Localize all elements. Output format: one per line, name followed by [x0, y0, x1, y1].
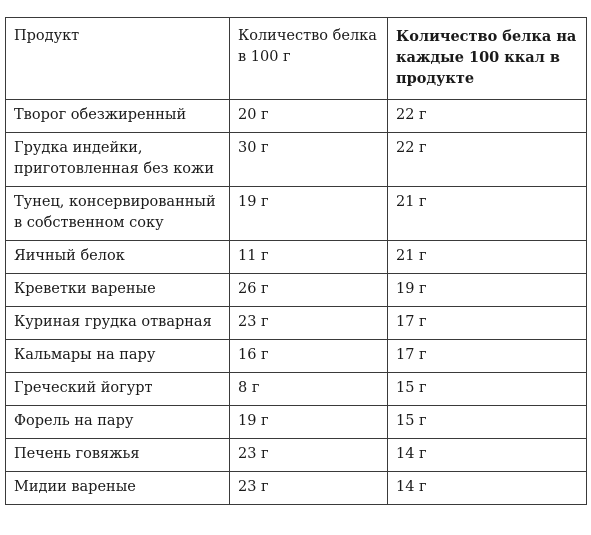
table-row [6, 439, 587, 472]
header-product: Продукт [6, 18, 230, 100]
table-row [6, 340, 587, 373]
cell-protein-per-100kcal: 14 г [388, 439, 587, 472]
header-protein-per-100kcal: Количество белка на каждые 100 ккал в продукте [388, 18, 587, 100]
cell-protein-per-100g: 11 г [230, 241, 388, 274]
cell-protein-per-100kcal: 17 г [388, 307, 587, 340]
cell-product: Творог обезжиренный [6, 100, 230, 133]
cell-protein-per-100g: 23 г [230, 439, 388, 472]
protein-table [5, 17, 587, 505]
cell-product: Греческий йогурт [6, 373, 230, 406]
cell-protein-per-100kcal: 17 г [388, 340, 587, 373]
cell-protein-per-100kcal: 22 г [388, 133, 587, 187]
cell-protein-per-100kcal: 15 г [388, 373, 587, 406]
header-protein-per-100g: Количество белка в 100 г [230, 18, 388, 100]
cell-protein-per-100g: 20 г [230, 100, 388, 133]
cell-product: Куриная грудка отварная [6, 307, 230, 340]
cell-protein-per-100kcal: 15 г [388, 406, 587, 439]
cell-protein-per-100kcal: 21 г [388, 187, 587, 241]
table-row [6, 274, 587, 307]
cell-protein-per-100g: 26 г [230, 274, 388, 307]
cell-protein-per-100g: 23 г [230, 307, 388, 340]
cell-protein-per-100kcal: 14 г [388, 472, 587, 505]
table-row [6, 406, 587, 439]
table-row [6, 472, 587, 505]
table-row [6, 307, 587, 340]
cell-protein-per-100kcal: 19 г [388, 274, 587, 307]
cell-product: Грудка индейки, приготовленная без кожи [6, 133, 230, 187]
cell-protein-per-100g: 8 г [230, 373, 388, 406]
cell-product: Креветки вареные [6, 274, 230, 307]
table-body [6, 100, 587, 505]
cell-product: Кальмары на пару [6, 340, 230, 373]
cell-product: Форель на пару [6, 406, 230, 439]
cell-protein-per-100g: 19 г [230, 187, 388, 241]
table-row [6, 133, 587, 187]
table-row [6, 241, 587, 274]
cell-product: Яичный белок [6, 241, 230, 274]
cell-protein-per-100kcal: 21 г [388, 241, 587, 274]
cell-product: Мидии вареные [6, 472, 230, 505]
table-row [6, 373, 587, 406]
cell-product: Тунец, консервированный в собственном соку [6, 187, 230, 241]
header-row [6, 18, 587, 100]
cell-protein-per-100kcal: 22 г [388, 100, 587, 133]
cell-product: Печень говяжья [6, 439, 230, 472]
cell-protein-per-100g: 16 г [230, 340, 388, 373]
table-header [6, 18, 587, 100]
table-row [6, 187, 587, 241]
table-row [6, 100, 587, 133]
cell-protein-per-100g: 19 г [230, 406, 388, 439]
cell-protein-per-100g: 23 г [230, 472, 388, 505]
cell-protein-per-100g: 30 г [230, 133, 388, 187]
